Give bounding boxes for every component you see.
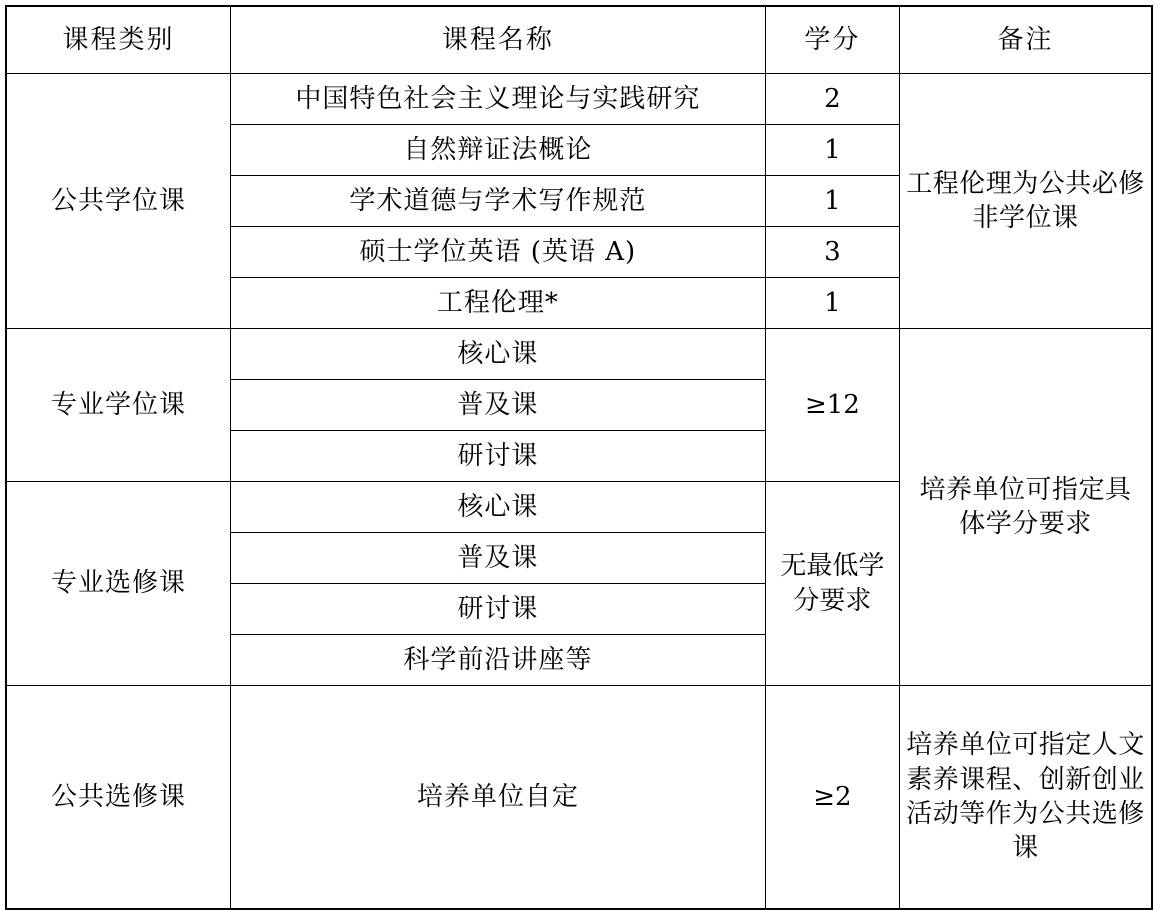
course-credit: ≥2 xyxy=(765,686,899,910)
course-curriculum-table xyxy=(5,5,1153,910)
course-credit: 无最低学分要求 xyxy=(765,482,899,686)
course-name: 培养单位自定 xyxy=(230,686,765,910)
course-name: 核心课 xyxy=(230,329,765,380)
header-course-category: 课程类别 xyxy=(6,6,230,74)
course-name: 研讨课 xyxy=(230,431,765,482)
document-page xyxy=(0,5,1158,864)
course-credit: 1 xyxy=(765,125,899,176)
course-name: 普及课 xyxy=(230,533,765,584)
course-credit: 1 xyxy=(765,176,899,227)
table-row xyxy=(6,686,1152,910)
note-major-courses: 培养单位可指定具体学分要求 xyxy=(900,329,1152,686)
course-name: 研讨课 xyxy=(230,584,765,635)
course-name: 自然辩证法概论 xyxy=(230,125,765,176)
header-course-name: 课程名称 xyxy=(230,6,765,74)
table-body xyxy=(6,74,1152,910)
course-name: 核心课 xyxy=(230,482,765,533)
category-major-elective-courses: 专业选修课 xyxy=(6,482,230,686)
course-name: 硕士学位英语 (英语 A) xyxy=(230,227,765,278)
table-header xyxy=(6,6,1152,74)
course-credit: 2 xyxy=(765,74,899,125)
course-credit: 1 xyxy=(765,278,899,329)
table-row xyxy=(6,74,1152,125)
note-public-degree-courses: 工程伦理为公共必修非学位课 xyxy=(900,74,1152,329)
header-note: 备注 xyxy=(900,6,1152,74)
category-major-degree-courses: 专业学位课 xyxy=(6,329,230,482)
course-name: 普及课 xyxy=(230,380,765,431)
course-name: 学术道德与学术写作规范 xyxy=(230,176,765,227)
course-name: 中国特色社会主义理论与实践研究 xyxy=(230,74,765,125)
course-name: 工程伦理* xyxy=(230,278,765,329)
header-credit: 学分 xyxy=(765,6,899,74)
course-credit: 3 xyxy=(765,227,899,278)
category-public-elective-courses: 公共选修课 xyxy=(6,686,230,910)
course-credit: ≥12 xyxy=(765,329,899,482)
category-public-degree-courses: 公共学位课 xyxy=(6,74,230,329)
course-name: 科学前沿讲座等 xyxy=(230,635,765,686)
note-public-elective-courses: 培养单位可指定人文素养课程、创新创业活动等作为公共选修课 xyxy=(900,686,1152,910)
table-header-row xyxy=(6,6,1152,74)
table-row xyxy=(6,329,1152,380)
